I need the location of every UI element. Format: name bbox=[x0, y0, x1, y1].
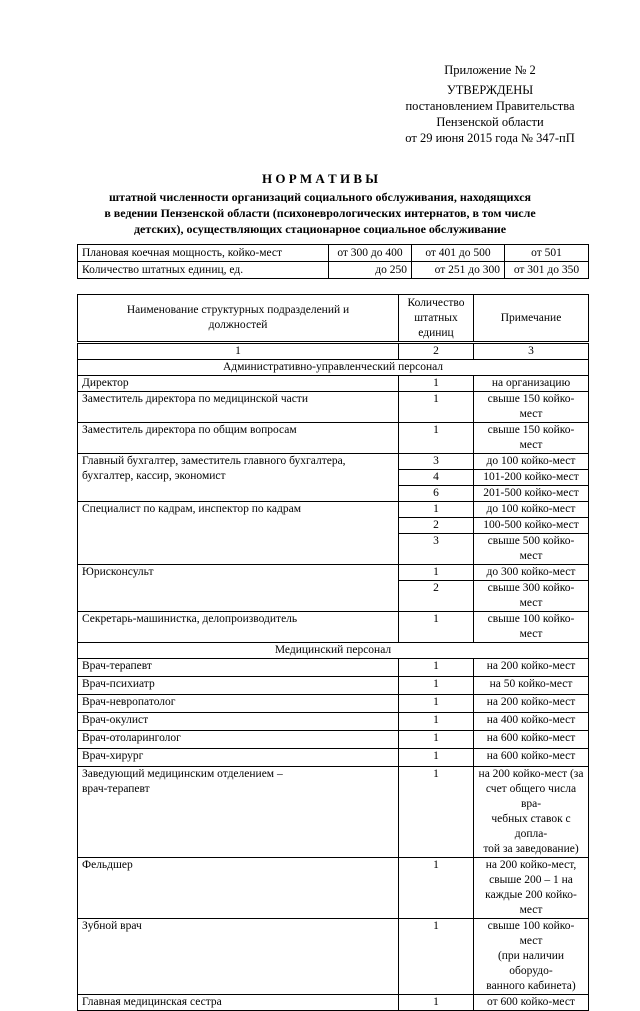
count: 1 bbox=[399, 995, 474, 1011]
note-line: на 200 койко-мест (за bbox=[478, 768, 584, 780]
position: Главная медицинская сестра bbox=[78, 995, 399, 1011]
numbers-row bbox=[78, 343, 589, 360]
note: на 600 койко-мест bbox=[474, 749, 589, 767]
count: 1 bbox=[399, 423, 474, 454]
count: 1 bbox=[399, 731, 474, 749]
count: 1 bbox=[399, 677, 474, 695]
position: Врач-хирург bbox=[78, 749, 399, 767]
count: 1 bbox=[399, 659, 474, 677]
count: 1 bbox=[399, 376, 474, 392]
capacity-row bbox=[78, 245, 589, 262]
note bbox=[474, 858, 589, 919]
table-row bbox=[78, 392, 589, 423]
table-row bbox=[78, 731, 589, 749]
note-line: (при наличии оборудо- bbox=[497, 950, 565, 977]
table-row bbox=[78, 677, 589, 695]
note bbox=[474, 767, 589, 858]
title-line-1: штатной численности организаций социального обслуживания, находящихся bbox=[108, 190, 532, 204]
table-row bbox=[78, 695, 589, 713]
note: от 600 койко-мест bbox=[474, 995, 589, 1011]
note-line: каждые 200 койко-мест bbox=[485, 889, 577, 916]
count: 4 bbox=[399, 470, 474, 486]
note: на 200 койко-мест bbox=[474, 695, 589, 713]
count: 1 bbox=[399, 502, 474, 518]
appendix-label: Приложение № 2 bbox=[444, 63, 536, 77]
note: 101-200 койко-мест bbox=[474, 470, 589, 486]
table-row bbox=[78, 659, 589, 677]
cell: от 501 bbox=[505, 245, 589, 262]
note: свыше 150 койко-мест bbox=[474, 423, 589, 454]
note-line: счет общего числа вра- bbox=[485, 783, 577, 810]
position: Врач-отоларинголог bbox=[78, 731, 399, 749]
count: 2 bbox=[399, 581, 474, 612]
note: на 600 койко-мест bbox=[474, 731, 589, 749]
note-line: чебных ставок с допла- bbox=[491, 813, 571, 840]
title-line-3: детских), осуществляющих стационарное социальное обслуживание bbox=[133, 222, 507, 236]
note: на 50 койко-мест bbox=[474, 677, 589, 695]
count: 1 bbox=[399, 767, 474, 858]
col-number: 3 bbox=[474, 343, 589, 360]
position: Секретарь-машинистка, делопроизводитель bbox=[78, 612, 399, 643]
position: Зубной врач bbox=[78, 919, 399, 995]
note-line: свыше 100 койко-мест bbox=[487, 920, 575, 947]
note: 100-500 койко-мест bbox=[474, 518, 589, 534]
position: Фельдшер bbox=[78, 858, 399, 919]
approval-line-1: постановлением Правительства bbox=[405, 99, 575, 113]
note-line: на 200 койко-мест, bbox=[485, 859, 577, 871]
count: 3 bbox=[399, 454, 474, 470]
header-note: Примечание bbox=[474, 295, 589, 343]
position: Врач-терапевт bbox=[78, 659, 399, 677]
section-medical: Медицинский персонал bbox=[78, 643, 589, 659]
note: до 300 койко-мест bbox=[474, 565, 589, 581]
position: Врач-психиатр bbox=[78, 677, 399, 695]
position: Заместитель директора по общим вопросам bbox=[78, 423, 399, 454]
position: Врач-окулист bbox=[78, 713, 399, 731]
capacity-table bbox=[77, 244, 589, 279]
count: 1 bbox=[399, 565, 474, 581]
table-row bbox=[78, 565, 589, 581]
staff-row bbox=[78, 262, 589, 279]
col-number: 1 bbox=[78, 343, 399, 360]
approved-label: УТВЕРЖДЕНЫ bbox=[446, 83, 534, 97]
note: на 200 койко-мест bbox=[474, 659, 589, 677]
table-row bbox=[78, 858, 589, 919]
col-number: 2 bbox=[399, 343, 474, 360]
header-row bbox=[78, 295, 589, 343]
note: свыше 150 койко-мест bbox=[474, 392, 589, 423]
position: Врач-невропатолог bbox=[78, 695, 399, 713]
note: 201-500 койко-мест bbox=[474, 486, 589, 502]
section-row bbox=[78, 643, 589, 659]
note: до 100 койко-мест bbox=[474, 454, 589, 470]
note: до 100 койко-мест bbox=[474, 502, 589, 518]
table-row bbox=[78, 612, 589, 643]
table-row bbox=[78, 502, 589, 518]
count: 1 bbox=[399, 858, 474, 919]
cell: до 250 bbox=[329, 262, 412, 279]
position: Специалист по кадрам, инспектор по кадрам bbox=[78, 502, 399, 565]
document-title bbox=[60, 171, 580, 237]
count: 1 bbox=[399, 392, 474, 423]
table-row bbox=[78, 423, 589, 454]
count: 1 bbox=[399, 612, 474, 643]
note: свыше 500 койко-мест bbox=[474, 534, 589, 565]
section-row bbox=[78, 360, 589, 376]
table-row bbox=[78, 749, 589, 767]
count: 3 bbox=[399, 534, 474, 565]
cell: от 251 до 300 bbox=[412, 262, 505, 279]
count: 1 bbox=[399, 713, 474, 731]
header-count: Количество штатных единиц bbox=[399, 295, 474, 343]
table-row bbox=[78, 454, 589, 470]
note: на 400 койко-мест bbox=[474, 713, 589, 731]
approval-line-3: от 29 июня 2015 года № 347-пП bbox=[405, 131, 575, 145]
position bbox=[78, 767, 399, 858]
count: 1 bbox=[399, 749, 474, 767]
title-main: Н О Р М А Т И В Ы bbox=[261, 171, 379, 186]
table-row bbox=[78, 995, 589, 1011]
note: свыше 300 койко-мест bbox=[474, 581, 589, 612]
table-row bbox=[78, 713, 589, 731]
cell: от 300 до 400 bbox=[329, 245, 412, 262]
count: 6 bbox=[399, 486, 474, 502]
title-line-2: в ведении Пензенской области (психоневрологических интернатов, в том числе bbox=[104, 206, 536, 220]
cell: Количество штатных единиц, ед. bbox=[78, 262, 329, 279]
note: на организацию bbox=[474, 376, 589, 392]
header-name: Наименование структурных подразделений и должностей bbox=[78, 295, 399, 343]
note: свыше 100 койко-мест bbox=[474, 612, 589, 643]
position: Юрисконсульт bbox=[78, 565, 399, 612]
note-line: той за заведование) bbox=[483, 843, 579, 855]
staffing-table bbox=[77, 294, 589, 1011]
position-line: врач-терапевт bbox=[82, 783, 150, 795]
note-line: свыше 200 – 1 на bbox=[489, 874, 573, 886]
position-line: Заведующий медицинским отделением – bbox=[82, 768, 283, 780]
position: Главный бухгалтер, заместитель главного бухгалтера, бухгалтер, кассир, экономист bbox=[78, 454, 399, 502]
position: Заместитель директора по медицинской части bbox=[78, 392, 399, 423]
note bbox=[474, 919, 589, 995]
approval-block bbox=[380, 62, 600, 146]
count: 1 bbox=[399, 919, 474, 995]
note-line: ванного кабинета) bbox=[486, 980, 576, 992]
table-row bbox=[78, 376, 589, 392]
position: Директор bbox=[78, 376, 399, 392]
cell: Плановая коечная мощность, койко-мест bbox=[78, 245, 329, 262]
count: 2 bbox=[399, 518, 474, 534]
table-row bbox=[78, 919, 589, 995]
count: 1 bbox=[399, 695, 474, 713]
table-row bbox=[78, 767, 589, 858]
approval-line-2: Пензенской области bbox=[436, 115, 544, 129]
section-admin: Административно-управленческий персонал bbox=[78, 360, 589, 376]
cell: от 401 до 500 bbox=[412, 245, 505, 262]
cell: от 301 до 350 bbox=[505, 262, 589, 279]
